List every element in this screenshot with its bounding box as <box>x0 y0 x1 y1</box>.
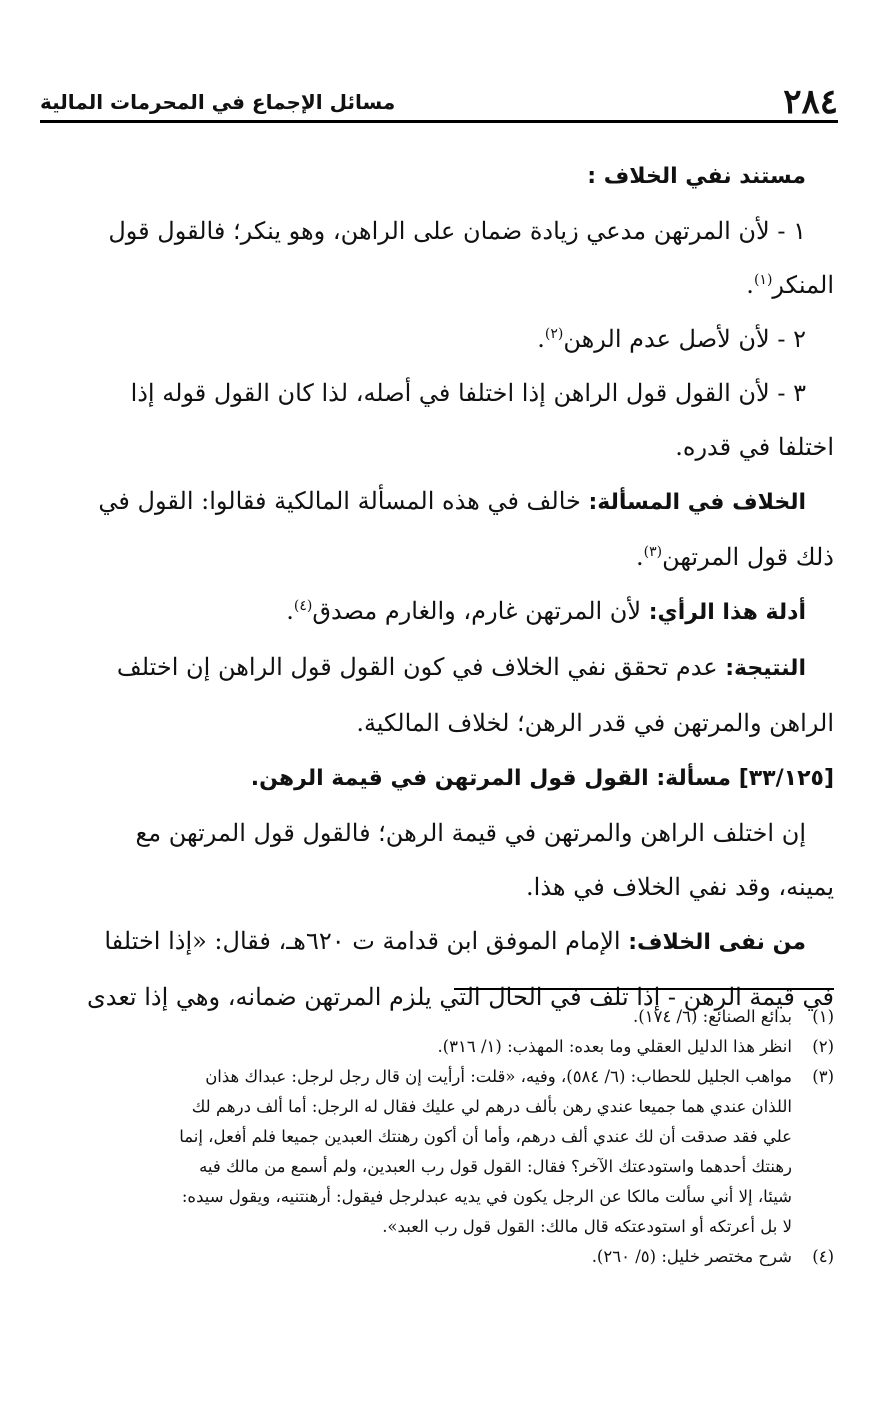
footnote-ref[interactable]: (٣) <box>643 544 663 560</box>
footnote-continuation <box>44 1212 834 1242</box>
paragraph <box>54 204 834 258</box>
paragraph <box>54 420 834 474</box>
text-line: المنكر <box>772 271 834 299</box>
running-title: مسائل الإجماع في المحرمات المالية <box>40 90 396 114</box>
paragraph: ذلك قول المرتهن$^{(٣)}$. <box>635 543 834 571</box>
footnote-text: رهنتك أحدهما واستودعتك الآخر؟ فقال: القول قول رب العبدين، ولم أسمع من مالك فيه <box>199 1157 792 1176</box>
footnote-continuation <box>44 1152 834 1182</box>
paragraph: أدلة هذا الرأي: لأن المرتهن غارم، والغارم مصدق$^{(٤)}$. <box>286 597 806 625</box>
issue-title: [٣٣/١٢٥] مسألة: القول قول المرتهن في قيمة الرهن. <box>250 766 834 791</box>
text-line: في قيمة الرهن - إذا تلف في الحال التي يلزم المرتهن ضمانه، وهي إذا تعدى <box>86 983 834 1011</box>
text-line: خالف في هذه المسألة المالكية فقالوا: القول في <box>98 487 589 515</box>
footnote-text: لا بل أعرتكه أو استودعتكه قال مالك: القول قول رب العبد». <box>382 1217 792 1236</box>
paragraph <box>54 366 834 420</box>
main-text <box>54 148 834 1024</box>
footnote-text: مواهب الجليل للحطاب: (٦/ ٥٨٤)، وفيه، «قلت: أرأيت إن قال رجل لرجل: عبداك هذان <box>205 1067 792 1086</box>
text-line: ٢ - لأن لأصل عدم الرهن <box>563 325 806 353</box>
footnote-text: اللذان عندي هما جميعا عندي رهن بألف درهم لي عليك فقال له الرجل: أما ألف درهم لك <box>191 1097 792 1116</box>
footnote-separator <box>454 988 834 990</box>
paragraph <box>54 860 834 914</box>
paragraph: ٢ - لأن لأصل عدم الرهن$^{(٢)}$. <box>537 325 806 353</box>
footnote-ref[interactable]: (١) <box>753 272 773 288</box>
footnote-text: شيئا، إلا أني سألت مالكا عن الرجل يكون في يديه عبدلرجل فيقول: أرهنتنيه، ويقول سيده: <box>181 1187 792 1206</box>
footnote-continuation <box>44 1182 834 1212</box>
footnote <box>44 1002 834 1032</box>
text-line: الراهن والمرتهن في قدر الرهن؛ لخلاف المالكية. <box>356 709 834 737</box>
text-line: لأن المرتهن غارم، والغارم مصدق <box>312 597 649 625</box>
footnote-text: علي فقد صدقت أن لك عندي ألف درهم، وأما أن أكون رهنتك العبدين جميعا فلم أفعل، إنما <box>179 1127 792 1146</box>
text-line: ذلك قول المرتهن <box>662 543 834 571</box>
text-line: ١ - لأن المرتهن مدعي زيادة ضمان على الراهن، وهو ينكر؛ فالقول قول <box>108 217 806 245</box>
text-line: الإمام الموفق ابن قدامة ت ٦٢٠هـ، فقال: «إذا اختلفا <box>104 927 629 955</box>
footnote-ref[interactable]: (٢) <box>544 326 564 342</box>
paragraph <box>54 914 834 970</box>
paragraph <box>54 474 834 530</box>
text-line: ٣ - لأن القول قول الراهن إذا اختلفا في أصله، لذا كان القول قوله إذا <box>130 379 806 407</box>
footnote-number: (٢) <box>812 1037 834 1056</box>
footnote-number: (٤) <box>812 1247 834 1266</box>
page-header <box>40 82 838 120</box>
paragraph <box>54 750 834 806</box>
text-line: يمينه، وقد نفي الخلاف في هذا. <box>526 873 834 901</box>
footnotes <box>44 1002 834 1272</box>
paragraph-heading <box>54 148 834 204</box>
text-line: اختلفا في قدره. <box>675 433 834 461</box>
footnote-text: شرح مختصر خليل: (٥/ ٢٦٠). <box>591 1247 792 1266</box>
text-line: إن اختلف الراهن والمرتهن في قيمة الرهن؛ فالقول قول المرتهن مع <box>135 819 806 847</box>
footnote <box>44 1242 834 1272</box>
footnote <box>44 1032 834 1062</box>
text-line: عدم تحقق نفي الخلاف في كون القول قول الراهن إن اختلف <box>116 653 726 681</box>
page-number: ٢٨٤ <box>783 82 838 122</box>
inline-label: النتيجة: <box>725 656 806 681</box>
footnote-ref[interactable]: (٤) <box>293 598 313 614</box>
paragraph: المنكر$^{(١)}$. <box>746 271 834 299</box>
footnote <box>44 1062 834 1092</box>
footnote-continuation <box>44 1122 834 1152</box>
footnote-number: (٣) <box>812 1067 834 1086</box>
section-heading: مستند نفي الخلاف : <box>587 164 806 189</box>
footnote-text: انظر هذا الدليل العقلي وما بعده: المهذب: (١/ ٣١٦). <box>437 1037 792 1056</box>
footnote-continuation <box>44 1092 834 1122</box>
inline-label: أدلة هذا الرأي: <box>648 600 806 625</box>
inline-label: الخلاف في المسألة: <box>588 490 806 515</box>
paragraph <box>54 640 834 696</box>
paragraph <box>54 696 834 750</box>
header-rule <box>40 120 838 123</box>
paragraph <box>54 806 834 860</box>
footnote-number: (١) <box>812 1007 834 1026</box>
inline-label: من نفى الخلاف: <box>628 930 806 955</box>
footnote-text: بدائع الصنائع: (٦/ ١٧٤). <box>633 1007 792 1026</box>
